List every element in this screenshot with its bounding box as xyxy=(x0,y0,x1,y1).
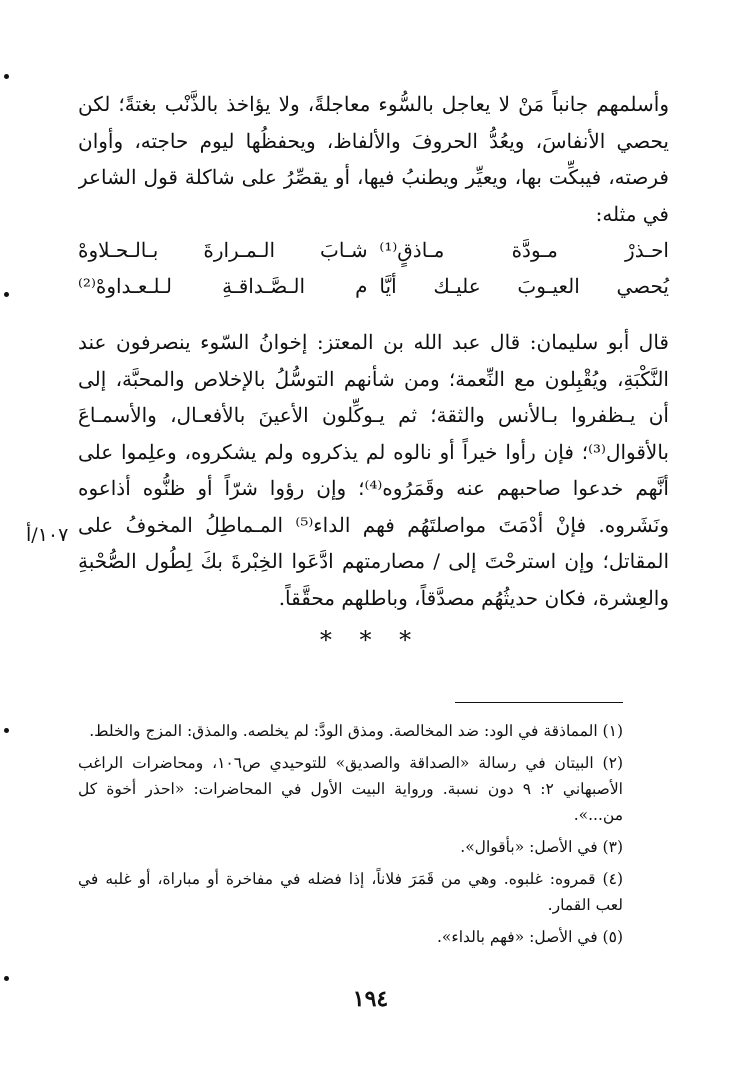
hemistich-first: احـذرْ مـودَّة مـاذقٍ⁽¹⁾ xyxy=(379,238,669,262)
main-text xyxy=(78,86,669,616)
text-line: وأسلمهم جانباً مَنْ لا يعاجل بالسُّوء معاجلةً، ولا يؤاخذ بالذَّنْب بغتةً؛ لكن xyxy=(78,92,669,116)
scan-mark xyxy=(4,292,9,297)
text-line: فرصته، فيبكِّت بها، ويعيِّر ويطنبُ فيها، أو يقصِّرُ على شاكلة قول الشاعر xyxy=(78,165,669,189)
text-line: في مثله: xyxy=(595,201,669,226)
poem-verse xyxy=(78,268,669,304)
footnotes xyxy=(78,718,623,956)
footnote: (١) المماذقة في الود: ضد المخالصة. ومذق الودَّ: لم يخلصه. والمذق: المزج والخلط. xyxy=(89,722,623,740)
folio-margin-note: ١٠٧/أ xyxy=(26,524,69,546)
text-line: قال أبو سليمان: قال عبد الله بن المعتز: إخوانُ السّوء ينصرفون عند xyxy=(78,330,669,354)
footnote: (٢) البيتان في رسالة «الصداقة والصديق» للتوحيدي ص١٠٦، ومحاضرات الراغب الأصبهاني ٢: ٩ دون نسبة. ورواية البيت الأول في المحاضرات: «احذر أخوة كل من...». xyxy=(78,754,623,824)
hemistich-second: شـابَ الـمـرارةَ بـالـحـلاوهْ xyxy=(78,238,368,262)
poem-verse xyxy=(78,232,669,268)
page-number: ١٩٤ xyxy=(352,986,389,1012)
text-line: النَّكْبَةِ، ويُقْبِلون مع النِّعمة؛ ومن شأنهم التوسُّلُ بالإخلاص والمحبَّة، إلى xyxy=(78,366,669,391)
scan-mark xyxy=(4,976,9,981)
section-separator: * * * xyxy=(319,626,422,654)
text-line: ونَشَروه. فإنْ أدْمَتَ مواصلتَهُم فهم الداء⁽⁵⁾ المـماطِلُ المخوفُ على xyxy=(78,512,669,537)
text-line: أن يـظفروا بـالأنس والثقة؛ ثم يـوكِّلون الأعينَ بالأفعـال، والأسمـاعَ xyxy=(78,403,669,427)
footnote-rule xyxy=(455,702,623,703)
text-line: أنَّهم خدعوا صاحبهم عنه وقَمَرُوه⁽⁴⁾؛ وإن رؤوا شرّاً أو ظنُّوه أذاعوه xyxy=(78,476,669,500)
hemistich-first: يُحصي العيـوبَ عليـك أيَّا xyxy=(379,274,669,298)
text-line: المقاتل؛ وإن استرحْتَ إلى / مصارمتهم ادَّعَوا الخِبْرةَ بكَ لِطُول الصُّحْبةِ xyxy=(78,549,669,573)
hemistich-second: م الـصَّـداقـةِ لـلـعـداوهْ⁽²⁾ xyxy=(78,274,368,298)
scan-mark xyxy=(4,728,9,733)
footnote: (٤) قمروه: غلبوه. وهي من قَمَرَ فلاناً، إذا فضله في مفاخرة أو مباراة، أو غلبه في لعب القمار. xyxy=(78,870,623,914)
text-line: يحصي الأنفاسَ، ويعُدُّ الحروفَ والألفاظ، ويحفظُها ليوم حاجته، وأوان xyxy=(78,128,669,153)
footnote: (٣) في الأصل: «بأقوال». xyxy=(460,838,623,856)
text-line: والعِشرة، فكان حديثُهُم مصدَّقاً، وباطلهم محقَّقاً. xyxy=(278,585,669,610)
scan-mark xyxy=(4,74,9,79)
text-line: بالأقوال⁽³⁾؛ فإن رأوا خيراً أو نالوه لم يذكروه ولم يشكروه، وعلِموا على xyxy=(78,439,669,464)
footnote: (٥) في الأصل: «فهم بالداء». xyxy=(437,928,623,946)
poem xyxy=(78,232,669,306)
